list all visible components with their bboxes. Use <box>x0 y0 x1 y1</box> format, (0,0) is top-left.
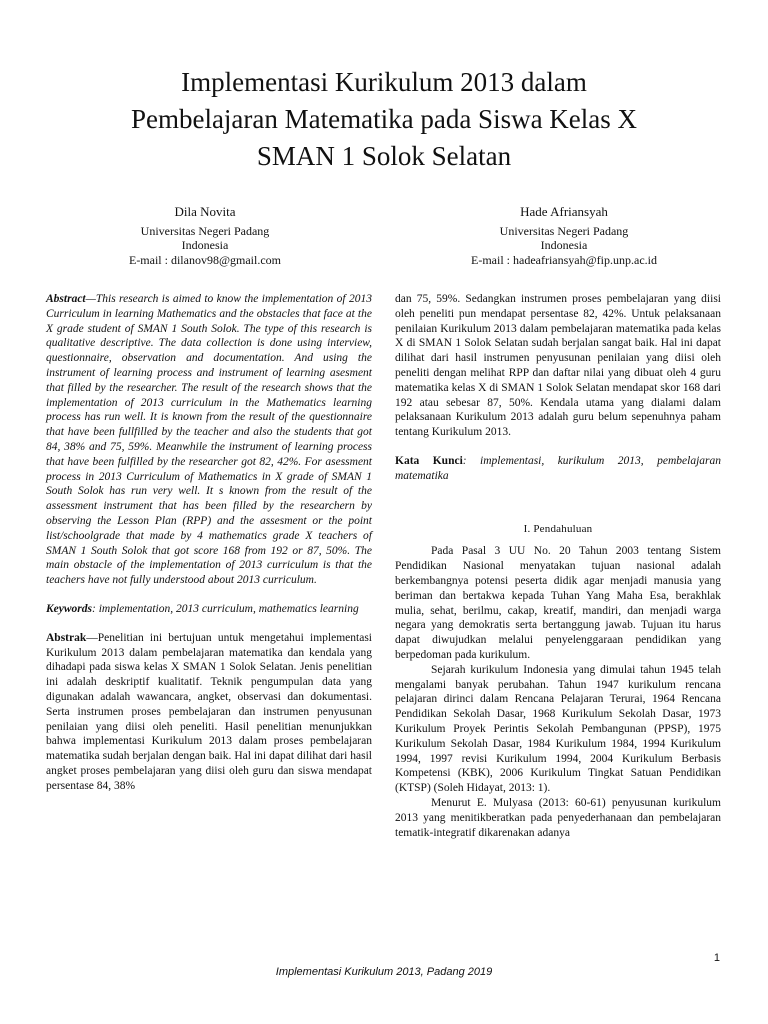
abstract-text: —This research is aimed to know the implementation of 2013 Curriculum in learning Mathematics and the obstacles that face at the X grade student of SMAN 1 South Solok. The type of this research is qualitative descriptive. The data collection is done using interview, questionnaire, observation and documentation. And using the instrument of learning process and instrument of learning asesment that filled by the researcher. The result of the research shows that the implementation of 2013 curriculum in the Mathematics learning process has run well. It is known from the result of the questionnaire that have been fullfilled by the teacher and also the students that got 84, 38% and 75, 59%. Meanwhile the instrument of learning process that have been fulfilled by the researcher got 82, 42%. For asessment process in 2013 Curriculum of Mathematics in X grade of SMAN 1 South Solok has run very well. It s known from the result of the assessment instrument that has been filled by the researchern by observing the Lesson Plan (RPP) and the assesment or the point list/schoolgrade that made by 4 mathematics grade X teachers of SMAN 1 South Solok that got score 168 from 192 or 87, 50%. The main obstacle of the implementation of 2013 curriculum is that the teachers have not fully understood about 2013 curriculum. <box>46 293 372 587</box>
author-name: Hade Afriansyah <box>520 204 608 219</box>
abstrak-continued: dan 75, 59%. Sedangkan instrumen proses pembelajaran yang diisi oleh peneliti pun mendapat persentase 82, 42%. Untuk pelaksanaan penilaian Kurikulum 2013 dalam pembelajaran matematika pada kelas X di SMAN 1 Solok Selatan sudah berjalan sangat baik. Hal ini dapat dilihat dari hasil instrumen penyusunan penilaian yang diisi oleh peneliti dengan melihat RPP dan daftar nilai yang dibuat oleh 4 guru matematika kelas X di SMAN 1 Solok Selatan mendapat skor 168 dari 192 atau sebesar 87, 50%. Kendala utama yang dialami dalam pelaksanaan Kurikulum 2013 adalah guru belum sepenuhnya paham tentang Kurikulum 2013. <box>395 293 721 439</box>
right-column <box>395 292 721 840</box>
kata-kunci-text: : implementasi, kurikulum 2013, pembelajaran matematika <box>395 454 721 482</box>
author-country: Indonesia <box>181 238 229 252</box>
paragraph: Pada Pasal 3 UU No. 20 Tahun 2003 tentang Sistem Pendidikan Nasional menyatakan tujuan nasional adalah berkembangnya potensi peserta didik agar menjadi manusia yang beriman dan bertakwa kepada Tuhan Yang Maha Esa, berakhlak mulia, sehat, berilmu, cakap, kreatif, mandiri, dan menjadi warga negara yang demokratis serta bertanggung jawab. Tujuan itu harus dapat diwujudkan melalui penyelenggaraan pendidikan yang berpedoman pada kurikulum. <box>395 545 721 661</box>
author-email: E-mail : hadeafriansyah@fip.unp.ac.id <box>471 252 657 267</box>
title-line-3: SMAN 1 Solok Selatan <box>256 141 512 171</box>
abstract-label: Abstract <box>46 293 86 305</box>
kata-kunci-label: Kata Kunci <box>395 454 463 467</box>
section-heading-pendahuluan: I. Pendahuluan <box>523 522 593 535</box>
keywords-text: : implementation, 2013 curriculum, mathematics learning <box>92 602 359 615</box>
author-name: Dila Novita <box>174 204 236 219</box>
author-affiliation: Universitas Negeri Padang <box>499 223 629 238</box>
abstrak-indonesian <box>46 631 372 794</box>
keywords <box>46 602 372 617</box>
abstract-english <box>46 292 372 588</box>
paragraph: Sejarah kurikulum Indonesia yang dimulai tahun 1945 telah mengalami banyak perubahan. Tahun 1947 kurikulum rencana pelajaran dirinci dalam Rencana Pelajaran Terurai, 1964 Rencana Pendidikan Sekolah Dasar, 1968 Kurikulum Sekolah Dasar, 1973 Kurikulum Proyek Perintis Sekolah Pembangunan (PPSP), 1975 Kurikulum Sekolah Dasar, 1984 Kurikulum 1984, 1994 Kurikulum 1994, 1997 revisi Kurikulum 1994, 2004 Kurikulum Berbasis Kompetensi (KBK), 2006 Kurikulum Tingkat Satuan Pendidikan (KTSP) (Soleh Hidayat, 2013: 1). <box>395 663 721 795</box>
title-line-1: Implementasi Kurikulum 2013 dalam <box>181 67 587 97</box>
author-block-2 <box>399 205 729 267</box>
page-number: 1 <box>713 952 720 964</box>
keywords-label: Keywords <box>46 602 92 615</box>
abstrak-text: —Penelitian ini bertujuan untuk mengetahui implementasi Kurikulum 2013 dalam pembelajaran matematika dan kendala yang dihadapi pada siswa kelas X SMAN 1 Solok Selatan. Jenis penelitian ini adalah deskriptif kualitatif. Teknik pengumpulan data yang digunakan adalah wawancara, angket, observasi dan dokumentasi. Serta instrumen proses pembelajaran dan instrumen penyusunan penilaian yang diisi oleh peneliti. Hasil penelitian menunjukkan bahwa implementasi Kurikulum 2013 dalam proses pembelajaran matematika sudah berjalan dengan baik. Hal ini dapat dilihat dari hasil angket proses pembelajaran yang diisi oleh guru dan siswa mendapat persentase 84, 38% <box>46 631 372 792</box>
paragraph: Menurut E. Mulyasa (2013: 60-61) penyusunan kurikulum 2013 yang menitikberatkan pada penyederhanaan dan pembelajaran tematik-integratif dikarenakan adanya <box>395 796 721 839</box>
author-affiliation: Universitas Negeri Padang <box>140 223 270 238</box>
paper-title <box>40 64 728 175</box>
author-block-1 <box>40 205 370 267</box>
author-country: Indonesia <box>540 238 588 252</box>
page-footer: Implementasi Kurikulum 2013, Padang 2019 <box>275 966 493 978</box>
abstrak-label: Abstrak <box>46 631 87 644</box>
author-email: E-mail : dilanov98@gmail.com <box>128 252 282 267</box>
kata-kunci <box>395 454 721 484</box>
title-line-2: Pembelajaran Matematika pada Siswa Kelas X <box>130 104 638 134</box>
left-column <box>46 292 372 794</box>
